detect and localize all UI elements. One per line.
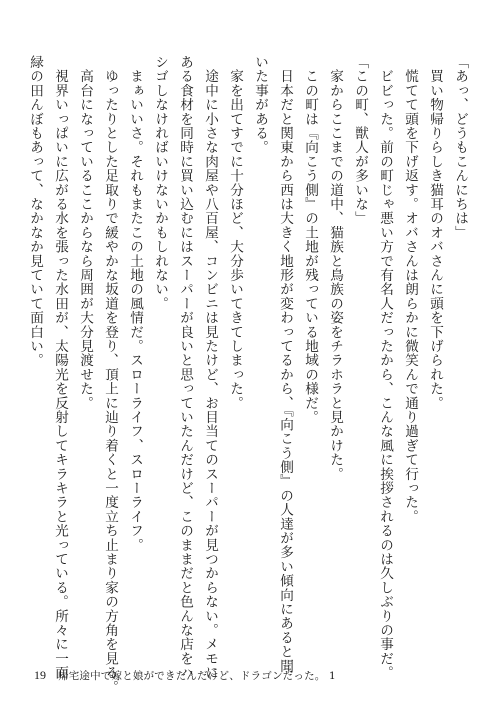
text-line: まぁいいさ。それもまたこの土地の風情だ。スローライフ、スローライフ。	[127, 55, 143, 552]
text-line: 日本だと関東から西は大きく地形が変わってるから、『向こう側』の人達が多い傾向にあると聞	[277, 55, 293, 673]
running-title: 帰宅途中で嫁と娘ができたんだけど、ドラゴンだった。 1	[58, 670, 336, 682]
text-line: 緑の田んぼもあって、なかなか見ていて面白い。	[27, 55, 43, 368]
text-line: 「あっ、どうもこんにちは」	[452, 55, 468, 240]
text-line: ゆったりとした足取りで緩やかな坂道を登り、頂上に辿り着くと一度立ち止まり家の方角を見る。	[102, 55, 118, 694]
text-line: ある食材を同時に買い込むにはスーパーが良いと思っていたんだけど、このままだと色んな店をハ	[177, 55, 193, 680]
text-line: 視界いっぱいに広がる水を張った水田が、太陽光を反射してキラキラと光っている。所々に一面	[52, 55, 68, 680]
text-line: いた事がある。	[252, 55, 268, 155]
text-line: 家からここまでの道中、猫族と鳥族の姿をチラホラと見かけた。	[327, 55, 343, 481]
text-line: 家を出てすでに十分ほど、大分歩いてきてしまった。	[227, 55, 243, 410]
text-line: 慌てて頭を下げ返す。オバさんは朗らかに微笑んで通り過ぎて行った。	[402, 55, 418, 524]
text-line: 高台になっているここからなら周囲が大分見渡せた。	[77, 55, 93, 410]
text-line: この町は『向こう側』の土地が残っている地域の様だ。	[302, 55, 318, 425]
page-number: 19	[34, 668, 46, 682]
text-line: 途中に小さな肉屋や八百屋、コンビニは見たけど、お目当てのスーパーが見つからない。メモに	[202, 55, 218, 680]
page-footer	[34, 668, 336, 683]
text-line: ビビった。前の町じゃ悪い方で有名人だったから、こんな風に挨拶されるのは久しぶりの事だ。	[377, 55, 393, 680]
text-line: 買い物帰りらしき猫耳のオバさんに頭を下げられた。	[427, 55, 443, 410]
text-line: 「この町、獣人が多いな」	[352, 55, 368, 226]
text-line: シゴしなければいけないかもしれない。	[152, 55, 168, 311]
